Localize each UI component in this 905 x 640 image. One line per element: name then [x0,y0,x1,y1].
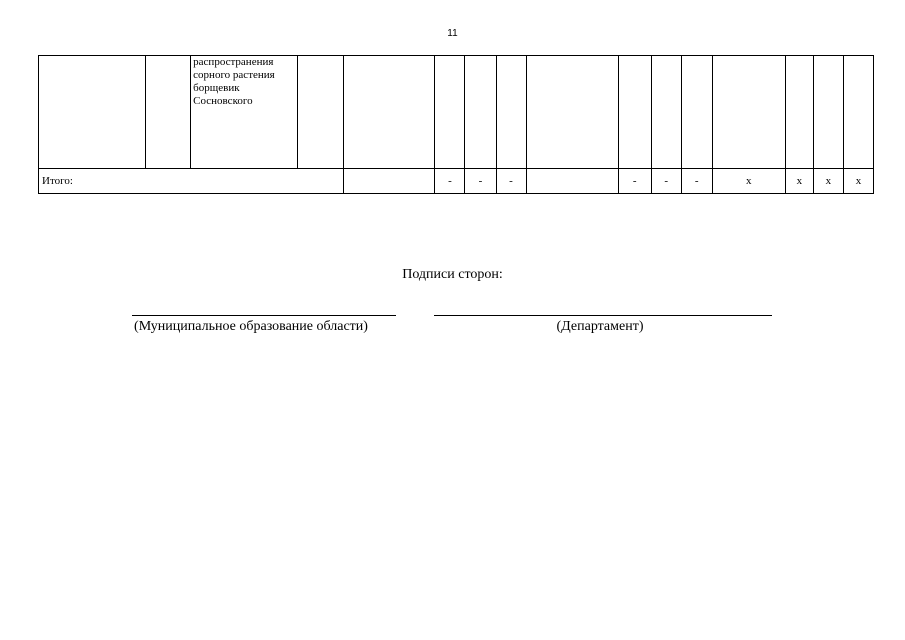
table-cell [843,56,873,169]
table-cell [712,56,785,169]
total-cell: - [618,169,651,194]
total-cell: х [843,169,873,194]
total-cell [526,169,618,194]
table-cell [298,56,344,169]
total-cell: - [681,169,712,194]
total-cell: х [712,169,785,194]
table-cell [526,56,618,169]
total-cell: х [813,169,843,194]
table-row [39,56,874,169]
table-cell [39,56,146,169]
total-row [39,169,874,194]
table-cell [618,56,651,169]
table-cell [681,56,712,169]
weed-description-cell: распространения сорного растения борщевик Сосновского [191,56,298,169]
total-cell: - [465,169,496,194]
table-cell [496,56,526,169]
table-cell [435,56,465,169]
total-cell: х [785,169,813,194]
left-signature-caption: (Муниципальное образование области) [134,319,368,334]
table-cell [465,56,496,169]
total-label: Итого: [39,169,344,194]
summary-table [38,55,874,194]
total-cell: - [651,169,681,194]
total-cell: - [496,169,526,194]
right-signature-caption: (Департамент) [556,319,644,334]
page-number: 11 [447,28,458,39]
left-signature-line [132,315,396,316]
table-cell [146,56,191,169]
right-signature-line [434,315,772,316]
signatures-title: Подписи сторон: [402,267,503,282]
table-cell [651,56,681,169]
table-cell [344,56,435,169]
total-cell: - [435,169,465,194]
total-cell [344,169,435,194]
table-cell [813,56,843,169]
table-cell [785,56,813,169]
